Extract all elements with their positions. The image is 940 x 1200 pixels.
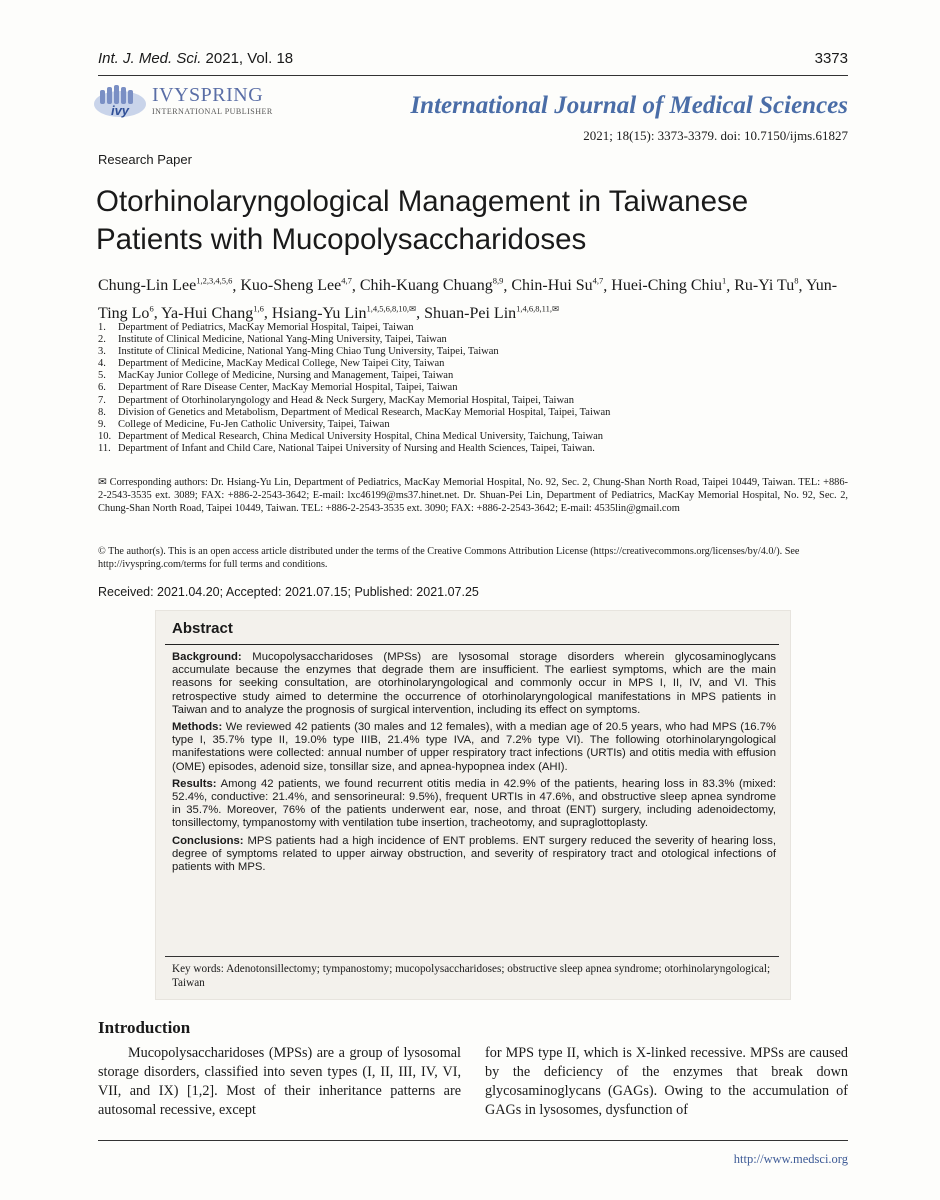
affiliation-text: Division of Genetics and Metabolism, Department of Medical Research, MacKay Memorial Hospital, Taipei, Taiwan (118, 406, 611, 418)
author-list: Chung-Lin Lee$^{1,2,3,4,5,6}$, Kuo-Sheng Lee$^{4,7}$, Chih-Kuang Chuang$^{8,9}$, Chin-Hui Su$^{4,7}$, Huei-Ching Chiu$^1$, Ru-Yi Tu$^8$, Yun-Ting Lo$^6$, Ya-Hui Chang$^{1,6}$, Hsiang-Yu Lin$^{1,4,5,6,8,10,✉}$, Shuan-Pei Lin$^{1,4,6,8,11,✉}$ (98, 276, 838, 322)
author-name: Shuan-Pei Lin (424, 304, 517, 322)
affiliation-number: 10. (98, 430, 112, 442)
affiliation-item (98, 358, 848, 370)
background-label: Background: (172, 651, 242, 663)
author-name: Kuo-Sheng Lee (240, 277, 342, 295)
affiliation-number: 8. (98, 406, 106, 418)
license-notice: © The author(s). This is an open access article distributed under the terms of the Creative Commons Attribution License (https://creativecommons.org/licenses/by/4.0/). See http://ivyspring.com/terms for full terms and conditions. (98, 546, 800, 570)
author-affiliation-marks: 4,7 (341, 276, 352, 286)
abstract-heading: Abstract (172, 620, 233, 637)
affiliation-item (98, 370, 848, 382)
author-affiliation-marks: 4,7 (592, 276, 604, 286)
affiliation-number: 11. (98, 442, 111, 454)
author-name: Chin-Hui Su (511, 277, 593, 295)
methods-label: Methods: (172, 721, 223, 734)
affiliation-text: Institute of Clinical Medicine, National Yang-Ming Chiao Tung University, Taipei, Taiwan (118, 346, 499, 358)
author-affiliation-marks: 1,4,6,8,11,✉ (516, 303, 560, 314)
abstract-methods (172, 721, 776, 774)
publisher-logo (92, 84, 292, 124)
keywords-divider (165, 956, 779, 957)
affiliation-text: Department of Infant and Child Care, National Taipei University of Nursing and Health Sciences, Taipei, Taiwan. (118, 442, 595, 454)
affiliation-item (98, 443, 848, 455)
author-affiliation-marks: 6 (149, 303, 154, 314)
citation-line: 2021; 18(15): 3373-3379. doi: 10.7150/ijms.61827 (583, 128, 848, 143)
affiliation-number: 5. (98, 370, 106, 382)
affiliation-number: 9. (98, 418, 106, 430)
abstract-conclusions (172, 835, 776, 875)
author (511, 277, 603, 294)
author (734, 277, 798, 294)
corresponding-authors: ✉ Corresponding authors: Dr. Hsiang-Yu Lin, Department of Pediatrics, MacKay Memorial Hospital, No. 92, Sec. 2, Chung-Shan North Road, Taipei 10449, Taiwan. TEL: +886-2-2543-3535 ext. 3089; FAX: +886-2-2543-3642; E-mail: lxc46199@ms37.hinet.net. Dr. Shuan-Pei Lin, Department of Pediatrics, MacKay Memorial Hospital, No. 92, Sec. 2, Chung-Shan North Road, Taipei 10449, Taiwan. TEL: +886-2-2543-3535 ext. 3090; FAX: +886-2-2543-3642; E-mail: 4535lin@gmail.com (98, 477, 848, 514)
affiliation-item (98, 395, 848, 407)
author-affiliation-marks: 1,4,5,6,8,10,✉ (366, 303, 417, 314)
author-name: Chih-Kuang Chuang (359, 277, 493, 295)
affiliation-text: Department of Medical Research, China Medical University Hospital, China Medical University, Taichung, Taiwan (118, 430, 603, 442)
affiliation-text: Department of Pediatrics, MacKay Memorial Hospital, Taipei, Taiwan (118, 322, 414, 333)
conclusions-label: Conclusions: (172, 834, 244, 847)
author (360, 277, 504, 294)
author-name: Yun-Ting Lo (98, 277, 838, 322)
author-name: Chung-Lin Lee (98, 277, 197, 295)
footer-link[interactable]: http://www.medsci.org (733, 1152, 848, 1166)
affiliation-text: MacKay Junior College of Medicine, Nursing and Management, Taipei, Taiwan (118, 370, 454, 382)
abstract-body (172, 651, 776, 878)
abstract-background (172, 651, 776, 717)
ivyspring-logo-icon (92, 84, 148, 120)
affiliation-number: 4. (98, 358, 106, 370)
conclusions-text: MPS patients had a high incidence of ENT problems. ENT surgery reduced the severity of hearing loss, degree of symptoms related to upper airway obstruction, and severity of respiratory tract and otological infections of patients with MPS. (172, 834, 776, 874)
author-affiliation-marks: 1,6 (253, 303, 264, 314)
year-volume: 2021, Vol. 18 (205, 50, 294, 67)
keywords: Key words: Adenotonsillectomy; tympanostomy; mucopolysaccharidoses; obstructive sleep apnea syndrome; otorhinolaryngological; Taiwan (172, 963, 771, 989)
affiliation-item (98, 346, 848, 358)
background-text: Mucopolysaccharidoses (MPSs) are lysosomal storage disorders wherein glycosaminoglycans accumulate because the enzymes that degrade them are insufficient. The earliest symptoms, which are the main reasons for seeking consultation, are otorhinolaryngological and commonly occur in MPS I, II, IV, and VI. This retrospective study aimed to determine the occurrence of otorhinolaryngological manifestations in MPS patients in Taiwan and to analyze the prognosis of surgical intervention, including its effect on symptoms. (172, 651, 777, 716)
abstract-divider (165, 644, 779, 645)
author-name: Ru-Yi Tu (734, 277, 795, 295)
affiliation-text: Department of Medicine, MacKay Medical College, New Taipei City, Taiwan (118, 358, 445, 370)
author-affiliation-marks: 1,2,3,4,5,6 (196, 276, 233, 286)
affiliation-item (98, 382, 848, 394)
author (424, 305, 559, 322)
author-affiliation-marks: 8,9 (492, 276, 504, 286)
journal-reference (98, 50, 293, 67)
article-type: Research Paper (98, 152, 192, 167)
intro-column-left: Mucopolysaccharidoses (MPSs) are a group of lysosomal storage disorders, classified into seven types (I, II, III, IV, VI, VII, and IX) [1,2]. Most of their inheritance patterns are autosomal recessive, except (98, 1045, 461, 1118)
author (161, 305, 264, 322)
publisher-name: IVYSPRING (152, 84, 264, 106)
publication-dates: Received: 2021.04.20; Accepted: 2021.07.15; Published: 2021.07.25 (98, 585, 479, 599)
results-text: Among 42 patients, we found recurrent otitis media in 42.9% of the patients, hearing loss in 83.3% (mixed: 52.4%, conductive: 21.4%, and sensorineural: 9.5%), frequent URTIs in 47.6%, and obstructive sleep apnea syndrome in 35.7%. Moreover, 76% of the patients underwent ear, nose, and throat (ENT) surgery, including adenoidectomy, tonsillectomy, tympanostomy with ventilation tube insertion, tracheotomy, and supraglottoplasty. (172, 777, 777, 830)
author (240, 277, 351, 294)
affiliation-item (98, 431, 848, 443)
results-label: Results: (172, 777, 217, 790)
affiliation-item (98, 407, 848, 419)
methods-text: We reviewed 42 patients (30 males and 12 females), with a median age of 20.5 years, who had MPS (16.7% type I, 35.7% type II, 19.0% type IIIB, 21.4% type IVA, and 7.2% type VI). The following otorhinolaryngological manifestations were collected: annual number of upper respiratory tract infections (URTIs) and otitis media with effusion (OME) episodes, adenoid size, tonsillar size, and apnea-hypopnea index (AHI). (172, 721, 777, 773)
paper-title: Otorhinolaryngological Management in Taiwanese Patients with Mucopolysaccharidoses (96, 185, 749, 256)
footer-divider (98, 1140, 848, 1141)
affiliation-text: Department of Otorhinolaryngology and Head & Neck Surgery, MacKay Memorial Hospital, Taipei, Taiwan (118, 394, 574, 406)
affiliation-number: 6. (98, 382, 106, 394)
page-number: 3373 (814, 50, 848, 67)
author (98, 277, 232, 294)
affiliation-number: 2. (98, 334, 106, 346)
abstract-results (172, 778, 776, 831)
journal-title: International Journal of Medical Sciences (410, 92, 848, 119)
author-name: Huei-Ching Chiu (611, 277, 722, 295)
affiliation-number: 1. (98, 322, 106, 333)
affiliation-number: 7. (98, 394, 106, 406)
intro-column-right: for MPS type II, which is X-linked recessive. MPSs are caused by the deficiency of the enzymes that break down glycosaminoglycans (GAGs). Owing to the accumulation of GAGs in lysosomes, dysfunction of (485, 1045, 848, 1118)
affiliation-number: 3. (98, 346, 106, 358)
author-affiliation-marks: 1 (721, 276, 727, 286)
affiliation-item (98, 334, 848, 346)
section-heading-introduction: Introduction (98, 1018, 191, 1037)
affiliation-text: Department of Rare Disease Center, MacKay Memorial Hospital, Taipei, Taiwan (118, 382, 458, 394)
author (611, 277, 726, 294)
author (272, 305, 416, 322)
logo-lettering: ivy (110, 103, 130, 118)
author-name: Hsiang-Yu Lin (271, 304, 367, 322)
affiliation-text: College of Medicine, Fu-Jen Catholic University, Taipei, Taiwan (118, 418, 390, 430)
affiliation-list (98, 322, 848, 455)
author-affiliation-marks: 8 (794, 276, 799, 286)
affiliation-item (98, 322, 848, 334)
running-header (98, 48, 848, 70)
affiliation-text: Institute of Clinical Medicine, National Yang-Ming University, Taipei, Taiwan (118, 334, 447, 346)
affiliation-item (98, 419, 848, 431)
publisher-subtitle: INTERNATIONAL PUBLISHER (152, 107, 273, 116)
journal-short-name: Int. J. Med. Sci. (98, 50, 202, 67)
author-name: Ya-Hui Chang (161, 304, 254, 322)
header-divider (98, 75, 848, 76)
